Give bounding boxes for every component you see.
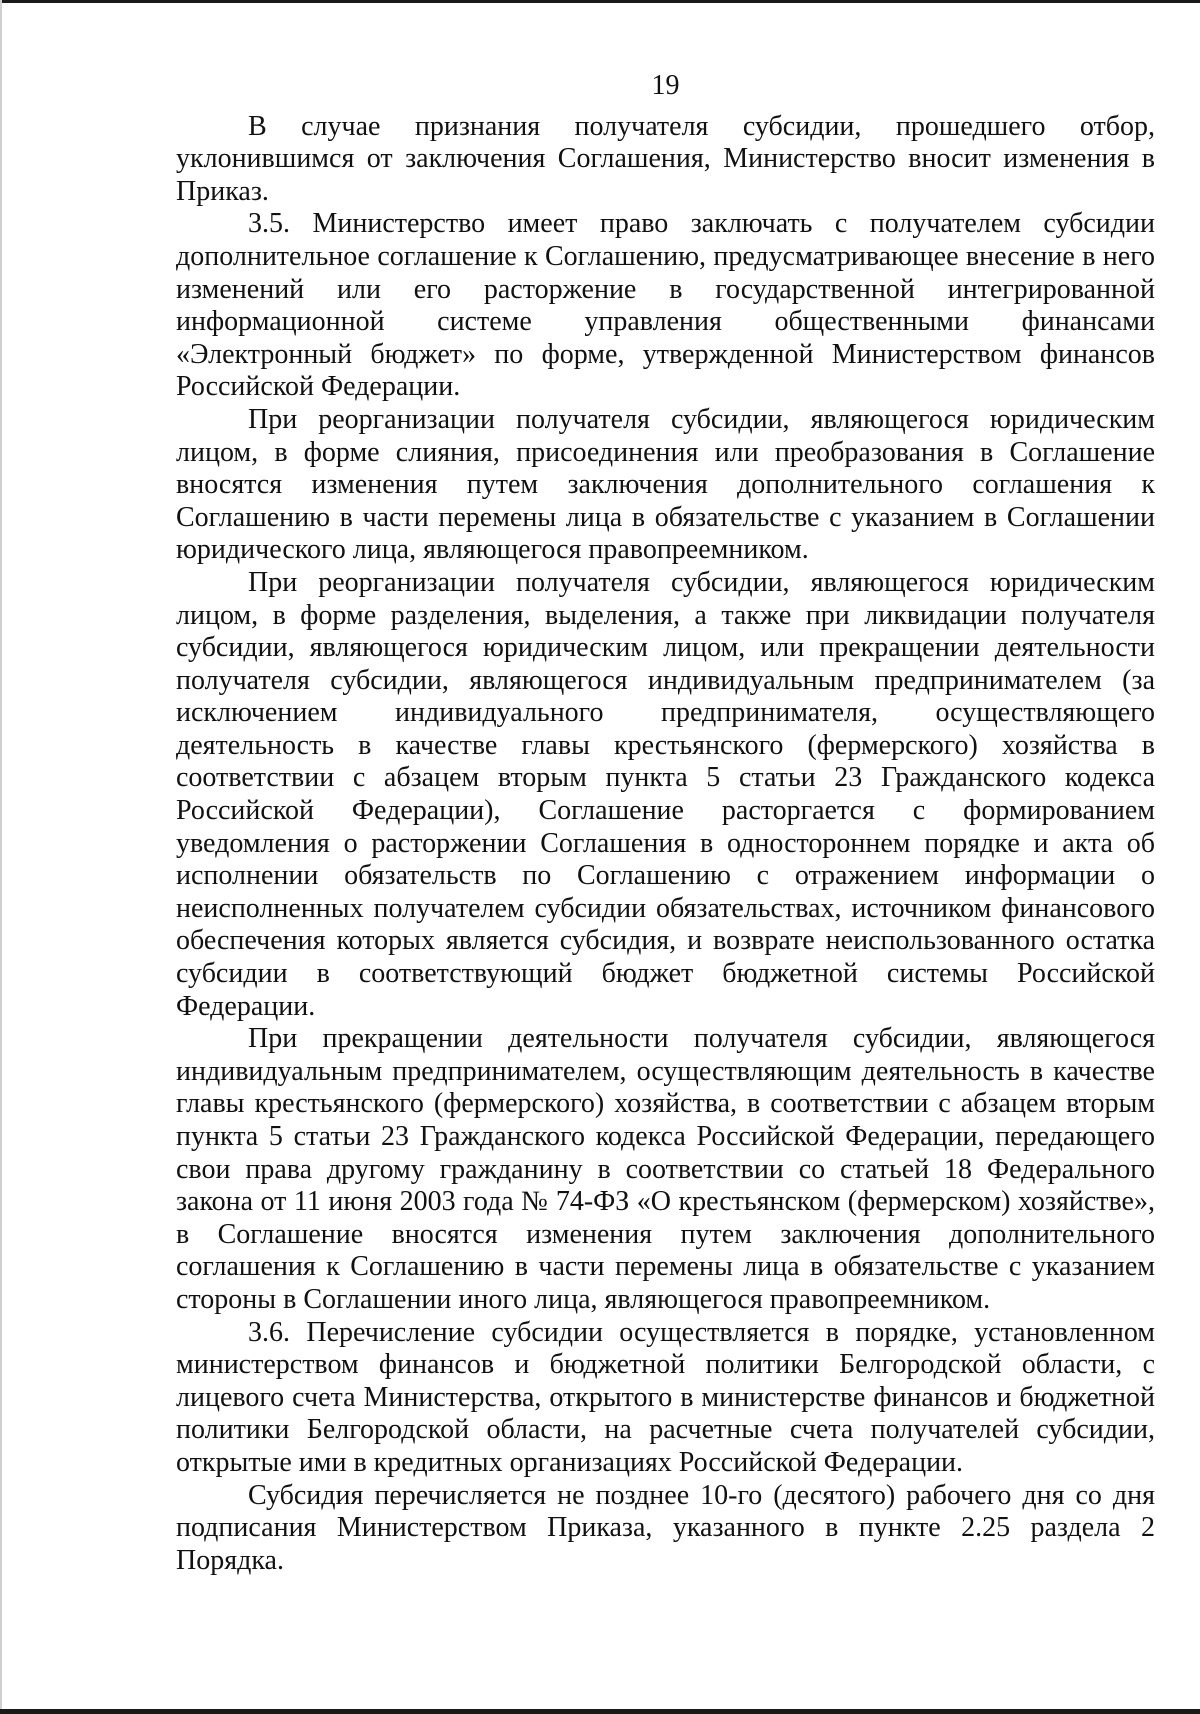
scan-border-left (0, 0, 2, 1714)
scan-border-top (0, 0, 1200, 3)
page-number: 19 (651, 70, 680, 101)
scan-border-bottom (0, 1709, 1200, 1714)
paragraph-evasion-of-agreement: В случае признания получателя субсидии, прошедшего отбор, уклонившимся от заключения Соглашения, Министерство вносит изменения в Приказ. (176, 110, 1155, 207)
paragraph-reorganization-merger: При реорганизации получателя субсидии, являющегося юридическим лицом, в форме слияния, присоединения или преобразования в Соглашение вносятся изменения путем заключения дополнительного соглашения к Соглашению в части перемены лица в обязательстве с указанием в Соглашении юридического лица, являющегося правопреемником. (176, 403, 1155, 566)
paragraph-3-6-transfer-procedure: 3.6. Перечисление субсидии осуществляется в порядке, установленном министерством финансов и бюджетной политики Белгородской области, с лицевого счета Министерства, открытого в министерстве финансов и бюджетной политики Белгородской области, на расчетные счета получателей субсидии, открытые ими в кредитных организациях Российской Федерации. (176, 1316, 1155, 1478)
paragraph-reorganization-division: При реорганизации получателя субсидии, являющегося юридическим лицом, в форме разделения, выделения, а также при ликвидации получателя субсидии, являющегося юридическим лицом, или прекращении деятельности получателя субсидии, являющегося индивидуальным предпринимателем (за исключением индивидуального предпринимателя, осуществляющего деятельность в качестве главы крестьянского (фермерского) хозяйства в соответствии с абзацем вторым пункта 5 статьи 23 Гражданского кодекса Российской Федерации), Соглашение расторгается с формированием уведомления о расторжении Соглашения в одностороннем порядке и акта об исполнении обязательств по Соглашению с отражением информации о неисполненных получателем субсидии обязательствах, источником финансового обеспечения которых является субсидия, и возврате неиспользованного остатка субсидии в соответствующий бюджет бюджетной системы Российской Федерации. (176, 566, 1155, 1022)
paragraph-3-5-additional-agreement: 3.5. Министерство имеет право заключать с получателем субсидии дополнительное соглашение к Соглашению, предусматривающее внесение в него изменений или его расторжение в государственной интегрированной информационной системе управления общественными финансами «Электронный бюджет» по форме, утвержденной Министерством финансов Российской Федерации. (176, 208, 1155, 403)
paragraph-transfer-deadline: Субсидия перечисляется не позднее 10-го (десятого) рабочего дня со дня подписания Министерством Приказа, указанного в пункте 2.25 раздела 2 Порядка. (176, 1479, 1155, 1576)
paragraph-farm-head-termination: При прекращении деятельности получателя субсидии, являющегося индивидуальным предпринимателем, осуществляющим деятельность в качестве главы крестьянского (фермерского) хозяйства, в соответствии с абзацем вторым пункта 5 статьи 23 Гражданского кодекса Российской Федерации, передающего свои права другому гражданину в соответствии со статьей 18 Федерального закона от 11 июня 2003 года № 74-ФЗ «О крестьянском (фермерском) хозяйстве», в Соглашение вносятся изменения путем заключения дополнительного соглашения к Соглашению в части перемены лица в обязательстве с указанием стороны в Соглашении иного лица, являющегося правопреемником. (176, 1023, 1155, 1315)
document-page (176, 70, 1155, 1577)
